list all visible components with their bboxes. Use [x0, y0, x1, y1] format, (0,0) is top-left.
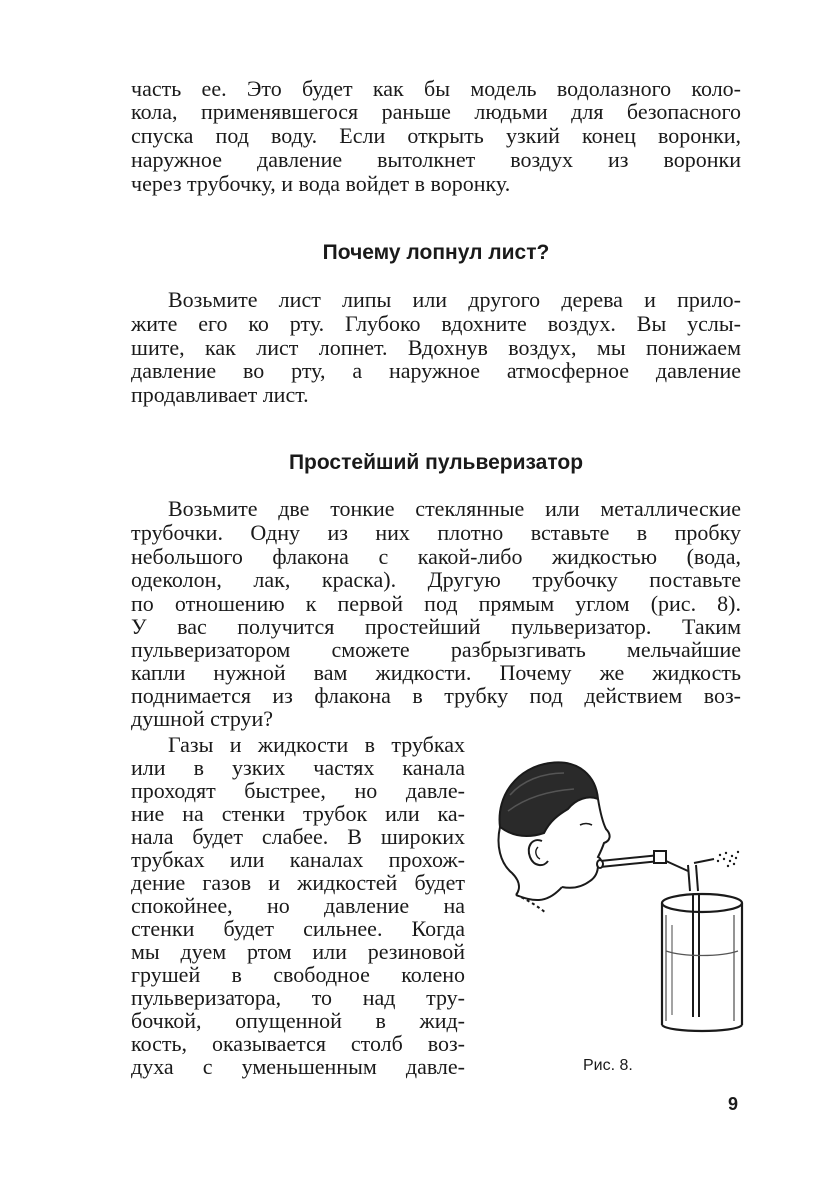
text-line: нала будет слабее. В широких [131, 824, 465, 849]
boy-head-drawing [499, 762, 610, 913]
text-line: кость, оказывается столб воз- [131, 1031, 465, 1056]
text-line: капли нужной вам жидкости. Почему же жидкость [131, 660, 741, 685]
spray-mist [717, 851, 739, 867]
text-line: грушей в свободное колено [131, 962, 465, 987]
text-line: бочкой, опущенной в жид- [131, 1008, 465, 1033]
text-line: небольшого флакона с какой-либо жидкостью (вода, [131, 544, 741, 569]
text-line: через трубочку, и вода войдет в воронку. [131, 171, 511, 196]
figure-caption: Рис. 8. [583, 1057, 633, 1074]
text-line: наружное давление вытолкнет воздух из воронки [131, 147, 741, 172]
text-line: мы дуем ртом или резиновой [131, 939, 465, 964]
text-line: душной струи? [131, 706, 274, 731]
text-line: часть ее. Это будет как бы модель водолазного коло- [131, 76, 741, 101]
atomizer-illustration [488, 755, 748, 1045]
text-line: трубках или каналах прохож- [131, 847, 465, 872]
flask-drawing [662, 894, 742, 1031]
text-line: трубочки. Одну из них плотно вставьте в пробку [131, 520, 741, 545]
text-line: спуска под воду. Если открыть узкий конец воронки, [131, 123, 741, 148]
text-line: спокойнее, но давление на [131, 893, 465, 918]
section-heading-leaf: Почему лопнул лист? [322, 241, 550, 264]
text-line: поднимается из флакона в трубку под действием воз- [131, 683, 741, 708]
text-line: дение газов и жидкостей будет [131, 870, 465, 895]
text-line: шите, как лист лопнет. Вдохнув воздух, мы понижаем [131, 335, 741, 360]
text-line: по отношению к первой под прямым углом (рис. 8). [131, 591, 741, 616]
text-line: давление во рту, а наружное атмосферное давление [131, 358, 741, 383]
text-line: стенки будет сильнее. Когда [131, 916, 465, 941]
text-line: кола, применявшегося раньше людьми для безопасного [131, 99, 741, 124]
text-line: проходят быстрее, но давле- [131, 778, 465, 803]
text-line: У вас получится простейший пульверизатор. Таким [131, 614, 741, 639]
text-line: Газы и жидкости в трубках [168, 732, 465, 757]
text-line: пульверизатором сможете разбрызгивать мельчайшие [131, 637, 741, 662]
text-line: жите его ко рту. Глубоко вдохните воздух. Вы услы- [131, 311, 741, 336]
text-line: одеколон, лак, краска). Другую трубочку поставьте [131, 567, 741, 592]
blow-tube [597, 851, 666, 868]
text-line: пульверизатора, то над тру- [131, 985, 465, 1010]
page-number: 9 [728, 1094, 739, 1114]
text-line: Возьмите две тонкие стеклянные или металлические [168, 496, 741, 521]
text-line: духа с уменьшенным давле- [131, 1054, 465, 1079]
text-line: продавливает лист. [131, 382, 309, 407]
text-line: или в узких частях канала [131, 755, 465, 780]
text-line: Возьмите лист липы или другого дерева и прило- [168, 287, 741, 312]
text-line: ние на стенки трубок или ка- [131, 801, 465, 826]
vertical-tube [666, 859, 714, 891]
section-heading-sprayer: Простейший пульверизатор [288, 451, 584, 474]
